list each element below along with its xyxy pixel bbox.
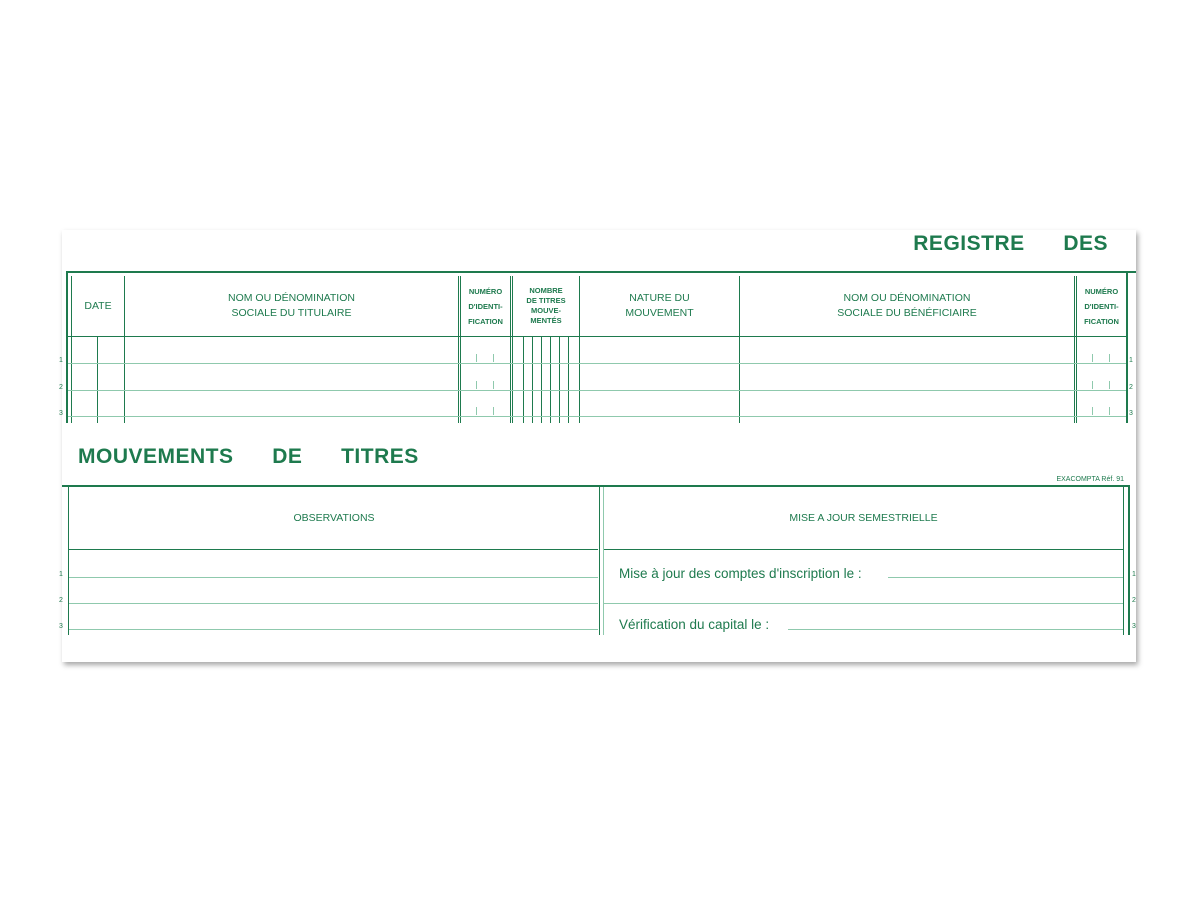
nombre-subdivider bbox=[550, 336, 551, 423]
text-mise-a-jour-comptes: Mise à jour des comptes d'inscription le : bbox=[619, 566, 862, 581]
header-nature-line1: NATURE DU bbox=[629, 292, 690, 304]
bottom-divider bbox=[599, 487, 600, 635]
header-nombre-titres bbox=[513, 276, 579, 336]
top-table-right-border bbox=[1126, 271, 1128, 423]
date-subdivider bbox=[97, 336, 98, 423]
header-numero-beneficiaire bbox=[1077, 276, 1126, 336]
row-rule bbox=[68, 416, 1126, 417]
header-nombre-line4: MENTÉS bbox=[530, 316, 562, 325]
header-numero-titulaire bbox=[461, 276, 510, 336]
tick-mark bbox=[1109, 407, 1110, 415]
row-number-right: 2 bbox=[1129, 384, 1133, 391]
row-rule bbox=[69, 603, 598, 604]
tick-mark bbox=[1092, 354, 1093, 362]
reference-label: EXACOMPTA Réf. 91 bbox=[1056, 476, 1124, 483]
row-rule bbox=[604, 603, 1123, 604]
row-number-left: 3 bbox=[59, 410, 63, 417]
header-numero2-line2: D'IDENTI- bbox=[1084, 301, 1119, 311]
title-mouvements-de-titres bbox=[78, 445, 419, 469]
fill-line bbox=[888, 577, 1123, 578]
tick-mark bbox=[493, 381, 494, 389]
fill-line bbox=[788, 629, 1123, 630]
tick-mark bbox=[1092, 381, 1093, 389]
title-word-des: DES bbox=[1063, 232, 1108, 255]
header-numero2-line1: NUMÉRO bbox=[1084, 286, 1119, 296]
row-number-left: 1 bbox=[59, 571, 63, 578]
row-number-left: 2 bbox=[59, 597, 63, 604]
tick-mark bbox=[476, 407, 477, 415]
header-mise-a-jour: MISE A JOUR SEMESTRIELLE bbox=[789, 511, 938, 524]
bottom-header-rule bbox=[604, 549, 1123, 550]
tick-mark bbox=[493, 407, 494, 415]
tick-mark bbox=[493, 354, 494, 362]
title-word-titres: TITRES bbox=[341, 445, 419, 468]
row-number-left: 2 bbox=[59, 384, 63, 391]
tick-mark bbox=[1109, 381, 1110, 389]
title-word-de: DE bbox=[272, 445, 303, 468]
nombre-subdivider bbox=[568, 336, 569, 423]
header-nature-line2: MOUVEMENT bbox=[625, 307, 694, 319]
col-divider bbox=[1074, 276, 1075, 423]
header-numero1-line3: FICATION bbox=[468, 316, 503, 326]
col-divider bbox=[458, 276, 459, 423]
row-number-right: 2 bbox=[1132, 597, 1136, 604]
row-number-left: 1 bbox=[59, 357, 63, 364]
row-number-right: 1 bbox=[1129, 357, 1133, 364]
header-numero1-line2: D'IDENTI- bbox=[468, 301, 503, 311]
row-number-left: 3 bbox=[59, 623, 63, 630]
top-table-header-rule bbox=[68, 336, 1126, 337]
row-number-right: 3 bbox=[1129, 410, 1133, 417]
header-titulaire-line1: NOM OU DÉNOMINATION bbox=[228, 292, 355, 304]
header-numero1-line1: NUMÉRO bbox=[468, 286, 503, 296]
header-titulaire-line2: SOCIALE DU TITULAIRE bbox=[231, 307, 352, 319]
row-number-right: 1 bbox=[1132, 571, 1136, 578]
row-number-right: 3 bbox=[1132, 623, 1136, 630]
header-beneficiaire bbox=[740, 276, 1074, 336]
bottom-right-border bbox=[1123, 487, 1124, 635]
text-verification-capital: Vérification du capital le : bbox=[619, 617, 770, 632]
top-table-top-rule bbox=[66, 271, 1136, 273]
tick-mark bbox=[476, 381, 477, 389]
header-nombre-line2: DE TITRES bbox=[526, 296, 566, 305]
col-divider bbox=[510, 276, 511, 423]
row-rule bbox=[69, 577, 598, 578]
register-sheet bbox=[59, 230, 1136, 662]
nombre-subdivider bbox=[532, 336, 533, 423]
top-table-left-border bbox=[66, 271, 68, 423]
row-rule bbox=[69, 629, 598, 630]
row-rule bbox=[68, 363, 1126, 364]
tick-mark bbox=[1092, 407, 1093, 415]
nombre-subdivider bbox=[559, 336, 560, 423]
header-nombre-line3: MOUVE- bbox=[531, 306, 561, 315]
header-beneficiaire-line2: SOCIALE DU BÉNÉFICIAIRE bbox=[837, 307, 977, 319]
nombre-subdivider bbox=[523, 336, 524, 423]
header-observations: OBSERVATIONS bbox=[293, 511, 375, 524]
tick-mark bbox=[476, 354, 477, 362]
row-rule bbox=[68, 390, 1126, 391]
header-numero2-line3: FICATION bbox=[1084, 316, 1119, 326]
nombre-subdivider bbox=[541, 336, 542, 423]
header-titulaire bbox=[125, 276, 458, 336]
header-beneficiaire-line1: NOM OU DÉNOMINATION bbox=[843, 292, 971, 304]
header-date: DATE bbox=[84, 299, 112, 312]
bottom-table-top-rule bbox=[62, 485, 1130, 487]
header-nombre-line1: NOMBRE bbox=[529, 286, 563, 295]
title-word-mouvements: MOUVEMENTS bbox=[78, 445, 234, 468]
tick-mark bbox=[1109, 354, 1110, 362]
title-word-registre: REGISTRE bbox=[913, 232, 1025, 255]
bottom-right-border bbox=[1128, 487, 1130, 635]
bottom-header-rule bbox=[69, 549, 598, 550]
header-nature bbox=[580, 276, 739, 336]
title-registre-des bbox=[913, 232, 1108, 256]
